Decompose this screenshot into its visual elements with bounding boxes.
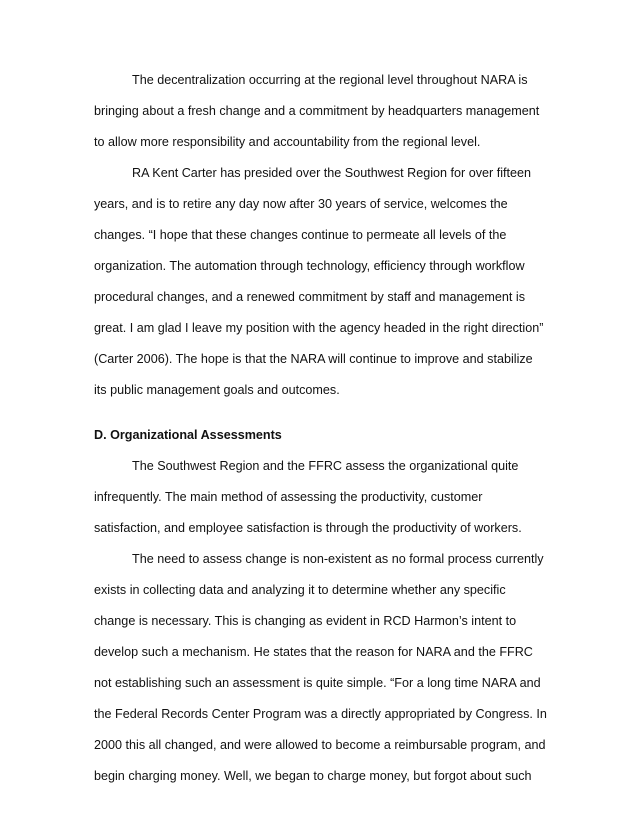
paragraph-1-line-1: The decentralization occurring at the regional level throughout NARA is	[132, 73, 528, 87]
paragraph-1-line-2: bringing about a fresh change and a commitment by headquarters management	[94, 104, 540, 118]
section-paragraph-2-line-6: the Federal Records Center Program was a directly appropriated by Congress. In	[94, 707, 547, 721]
paragraph-2-line-4: organization. The automation through technology, efficiency through workflow	[94, 259, 525, 273]
section-heading: D. Organizational Assessments	[94, 428, 282, 442]
section-paragraph-2-line-7: 2000 this all changed, and were allowed to become a reimbursable program, and	[94, 738, 546, 752]
section-paragraph-2-line-4: develop such a mechanism. He states that the reason for NARA and the FFRC	[94, 645, 533, 659]
section-paragraph-1-line-2: infrequently. The main method of assessing the productivity, customer	[94, 490, 483, 504]
section-paragraph-2-line-8: begin charging money. Well, we began to charge money, but forgot about such	[94, 769, 532, 783]
paragraph-2-line-2: years, and is to retire any day now after 30 years of service, welcomes the	[94, 197, 508, 211]
section-paragraph-1-line-3: satisfaction, and employee satisfaction is through the productivity of workers.	[94, 521, 522, 535]
paragraph-2-line-6: great. I am glad I leave my position with the agency headed in the right direction”	[94, 321, 544, 335]
paragraph-2-line-8: its public management goals and outcomes.	[94, 383, 340, 397]
paragraph-2-line-1: RA Kent Carter has presided over the Southwest Region for over fifteen	[132, 166, 532, 180]
section-paragraph-2-line-2: exists in collecting data and analyzing it to determine whether any specific	[94, 583, 506, 597]
paragraph-2-line-5: procedural changes, and a renewed commitment by staff and management is	[94, 290, 525, 304]
paragraph-2-line-7: (Carter 2006). The hope is that the NARA will continue to improve and stabilize	[94, 352, 533, 366]
paragraph-2-line-3: changes. “I hope that these changes continue to permeate all levels of the	[94, 228, 507, 242]
paragraph-1-line-3: to allow more responsibility and accountability from the regional level.	[94, 135, 481, 149]
section-paragraph-1-line-1: The Southwest Region and the FFRC assess the organizational quite	[132, 459, 519, 473]
section-paragraph-2-line-1: The need to assess change is non-existent as no formal process currently	[132, 552, 544, 566]
section-paragraph-2-line-3: change is necessary. This is changing as evident in RCD Harmon’s intent to	[94, 614, 517, 628]
section-paragraph-2-line-5: not establishing such an assessment is quite simple. “For a long time NARA and	[94, 676, 541, 690]
